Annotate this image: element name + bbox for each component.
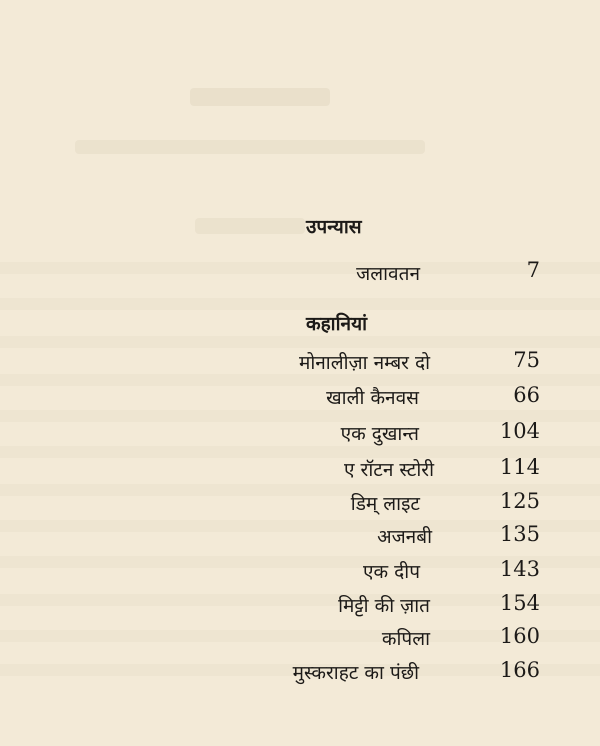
toc-entry-page: 104 — [499, 419, 540, 443]
toc-entry-page: 7 — [526, 258, 540, 282]
toc-entry-title: जलावतन — [356, 263, 420, 285]
toc-entry-page: 125 — [499, 489, 540, 513]
toc-entry-page: 135 — [499, 522, 540, 546]
toc-entry-page: 166 — [499, 658, 540, 682]
toc-entry-title: एक दुखान्त — [340, 423, 419, 445]
toc-entry-title: एक दीप — [363, 561, 420, 583]
toc-entry-title: अजनबी — [377, 526, 432, 548]
toc-entry-page: 114 — [499, 455, 540, 479]
toc-entry-page: 160 — [499, 624, 540, 648]
stories-section-heading: कहानियां — [306, 313, 368, 335]
toc-entry-title: मुस्कराहट का पंछी — [292, 662, 419, 684]
toc-entry-page: 66 — [513, 383, 540, 407]
toc-entry-page: 154 — [499, 591, 540, 615]
toc-entry-page: 143 — [499, 557, 540, 581]
toc-entry-title: ए रॉटन स्टोरी — [344, 459, 434, 481]
toc-entry-title: कपिला — [381, 628, 430, 650]
novel-section-heading: उपन्यास — [306, 216, 362, 238]
toc-entry-page: 75 — [513, 348, 540, 372]
toc-entry-title: डिम् लाइट — [350, 493, 420, 515]
toc-entry-title: खाली कैनवस — [326, 387, 419, 409]
toc-entry-title: मिट्टी की ज़ात — [338, 595, 430, 617]
toc-entry-title: मोनालीज़ा नम्बर दो — [298, 352, 430, 374]
